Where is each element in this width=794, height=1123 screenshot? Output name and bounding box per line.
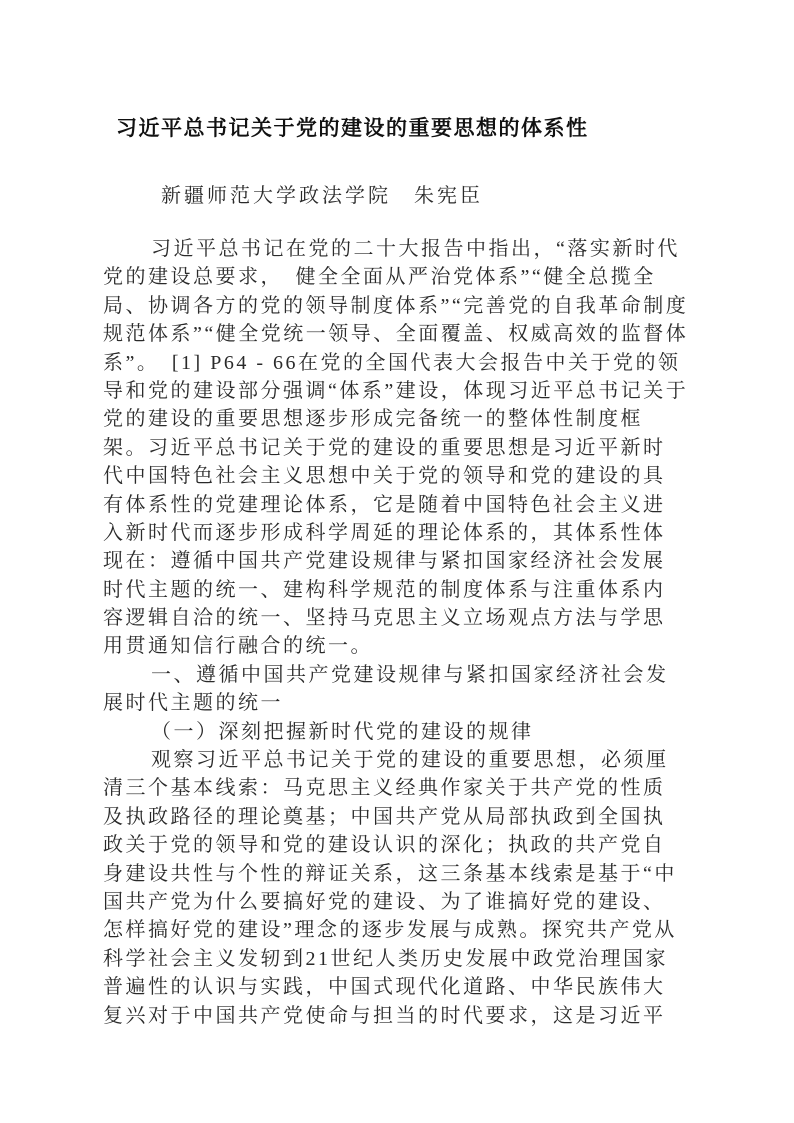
body-line: 党的建设的重要思想逐步形成完备统一的整体性制度框: [103, 408, 643, 431]
body-line: 用贯通知信行融合的统一。: [103, 635, 373, 658]
body-line: 局、协调各方的党的领导制度体系”“完善党的自我革命制度: [103, 294, 689, 317]
body-line: 复兴对于中国共产党使命与担当的时代要求，这是习近平: [103, 1004, 666, 1027]
body-line: （一）深刻把握新时代党的建设的规律: [151, 720, 534, 743]
document-byline: 新疆师范大学政法学院 朱宪臣: [161, 185, 483, 207]
body-line: 怎样搞好党的建设”理念的逐步发展与成熟。探究共产党从: [103, 919, 677, 942]
body-line: 清三个基本线索：马克思主义经典作家关于共产党的性质: [103, 777, 666, 800]
body-line: 系”。 [1] P64 - 66在党的全国代表大会报告中关于党的领: [103, 351, 681, 374]
body-line: 代中国特色社会主义思想中关于党的领导和党的建设的具: [103, 465, 666, 488]
body-line: 有体系性的党建理论体系，它是随着中国特色社会主义进: [103, 493, 666, 516]
body-line: 党的建设总要求， 健全全面从严治党体系”“健全总揽全: [103, 266, 656, 289]
body-line: 及执政路径的理论奠基；中国共产党从局部执政到全国执: [103, 805, 666, 828]
body-line: 现在：遵循中国共产党建设规律与紧扣国家经济社会发展: [103, 550, 666, 573]
body-line: 一、遵循中国共产党建设规律与紧扣国家经济社会发: [151, 663, 669, 686]
document-title: 习近平总书记关于党的建设的重要思想的体系性: [116, 117, 589, 140]
body-line: 普遍性的认识与实践，中国式现代化道路、中华民族伟大: [103, 976, 666, 999]
body-line: 入新时代而逐步形成科学周延的理论体系的，其体系性体: [103, 521, 666, 544]
body-line: 时代主题的统一、建构科学规范的制度体系与注重体系内: [103, 578, 666, 601]
body-line: 习近平总书记在党的二十大报告中指出，“落实新时代: [151, 238, 680, 260]
body-line: 身建设共性与个性的辩证关系，这三条基本线索是基于“中: [103, 862, 677, 885]
body-line: 政关于党的领导和党的建设认识的深化；执政的共产党自: [103, 834, 666, 857]
body-line: 容逻辑自洽的统一、坚持马克思主义立场观点方法与学思: [103, 607, 666, 630]
body-line: 展时代主题的统一: [103, 692, 283, 715]
body-line: 国共产党为什么要搞好党的建设、为了谁搞好党的建设、: [103, 890, 666, 913]
body-line: 规范体系”“健全党统一领导、全面覆盖、权威高效的监督体: [103, 323, 689, 346]
body-line: 导和党的建设部分强调“体系”建设，体现习近平总书记关于: [103, 379, 689, 402]
body-line: 观察习近平总书记关于党的建设的重要思想，必须厘: [151, 749, 669, 772]
body-line: 科学社会主义发轫到21世纪人类历史发展中政党治理国家: [103, 947, 668, 970]
document-body: [103, 235, 743, 1030]
body-line: 架。习近平总书记关于党的建设的重要思想是习近平新时: [103, 436, 666, 459]
